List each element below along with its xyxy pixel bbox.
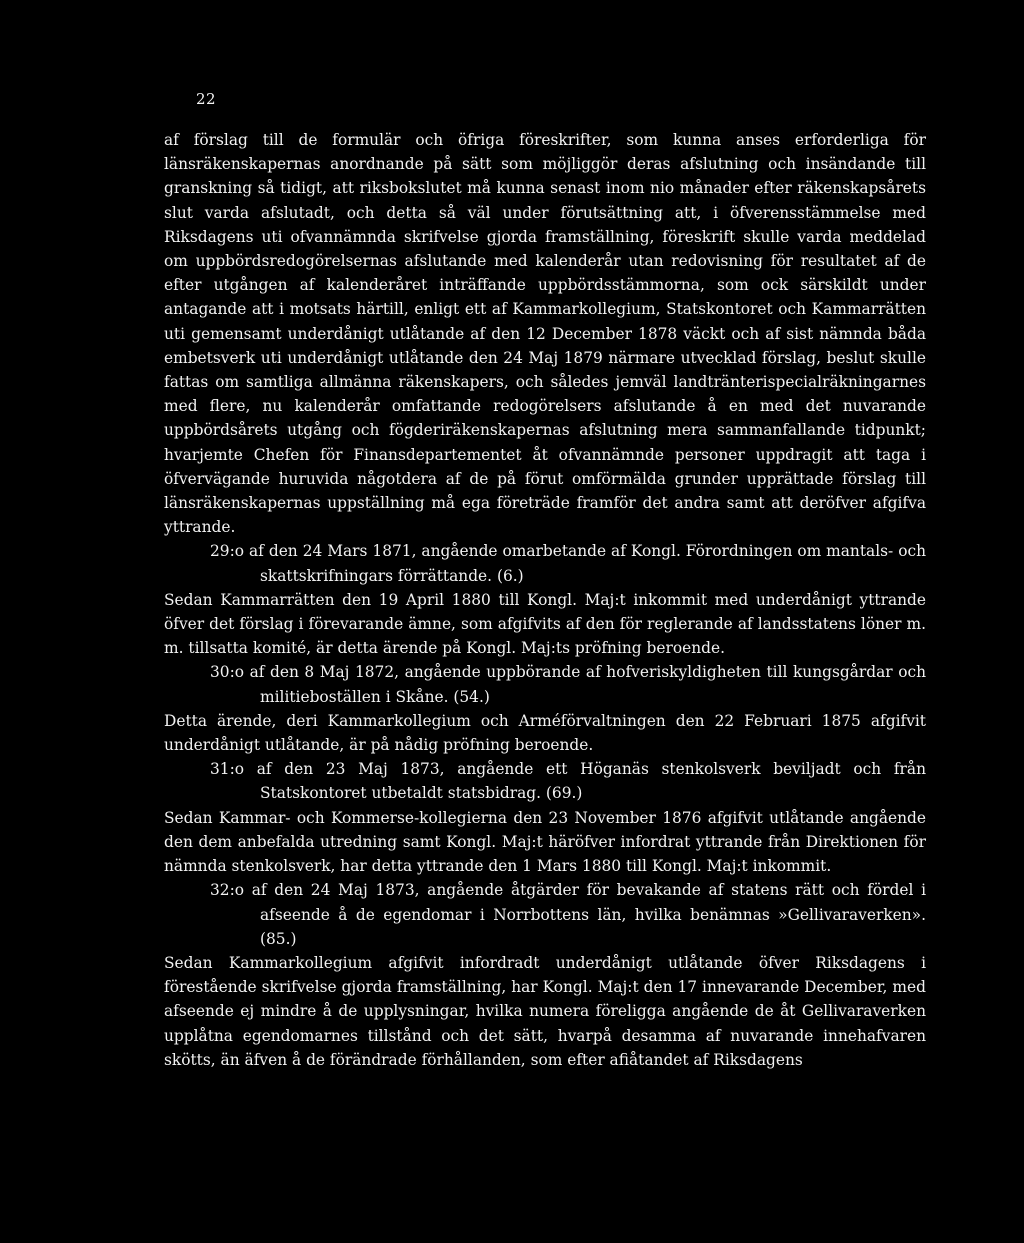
paragraph-30-status: Detta ärende, deri Kammarkollegium och Arméförvaltningen den 22 Februari 1875 afgifvit underdånigt utlåtande, är på nådig pröfning beroende. [164,711,926,755]
list-item-31: 31:o af den 23 Maj 1873, angående ett Höganäs stenkolsverk beviljadt och från Statskontoret utbetaldt statsbidrag. (69.) [210,760,926,803]
list-item-29: 29:o af den 24 Mars 1871, angående omarbetande af Kongl. Förordningen om mantals- och skattskrifningars förrättande. (6.) [210,542,926,585]
paragraph-32-status: Sedan Kammarkollegium afgifvit infordradt underdånigt utlåtande öfver Riksdagens i förestående skrifvelse gjorda framställning, har Kongl. Maj:t den 17 innevarande December, med afseende ej mindre å de upplysningar, hvilka numera föreligga angående de åt Gellivaraverken upplåtna egendomarnes tillstånd och det sätt, hvarpå desamma af nuvarande innehafvaren skötts, än äfven å de förändrade förhållanden, som efter afiåtandet af Riksdagens [164,953,926,1069]
paragraph-29-status: Sedan Kammarrätten den 19 April 1880 till Kongl. Maj:t inkommit med underdånigt yttrande öfver det förslag i förevarande ämne, som afgifvits af den för reglerande af landsstatens löner m. m. tillsatta komité, är detta ärende på Kongl. Maj:ts pröfning beroende. [164,590,926,658]
paragraph-31-status: Sedan Kammar- och Kommerse-kollegierna den 23 November 1876 afgifvit utlåtande angående den dem anbefalda utredning samt Kongl. Maj:t häröfver infordrat yttrande från Direktionen för nämnda stenkolsverk, har detta yttrande den 1 Mars 1880 till Kongl. Maj:t inkommit. [164,808,926,876]
list-item-32: 32:o af den 24 Maj 1873, angående åtgärder för bevakande af statens rätt och fördel i afseende å de egendomar i Norrbottens län, hvilka benämnas »Gellivaraverken». (85.) [210,881,926,948]
list-item-30: 30:o af den 8 Maj 1872, angående uppbörande af hofveriskyldigheten till kungsgårdar och militieboställen i Skåne. (54.) [210,663,926,706]
page-number: 22 [196,90,217,108]
document-body [164,128,926,1072]
paragraph-intro: af förslag till de formulär och öfriga föreskrifter, som kunna anses erforderliga för länsräkenskapernas anordnande på sätt som möjliggör deras afslutning och insändande till granskning så tidigt, att riksbokslutet må kunna senast inom nio månader efter räkenskapsårets slut varda afslutadt, och detta så väl under förutsättning att, i öfverensstämmelse med Riksdagens uti ofvannämnda skrifvelse gjorda framställning, föreskrift skulle varda meddelad om uppbördsredogörelsernas afslutande med kalenderår utan redovisning för resultatet af de efter utgången af kalenderåret inträffande uppbördsstämmorna, som ock särskildt under antagande att i motsats härtill, enligt ett af Kammarkollegium, Statskontoret och Kammarrätten uti gemensamt underdånigt utlåtande af den 12 December 1878 väckt och af sist nämnda båda embetsverk uti underdånigt utlåtande den 24 Maj 1879 närmare utvecklad förslag, beslut skulle fattas om samtliga allmänna räkenskapers, och således jemväl landtränterispecialräkningarnes med flere, nu kalenderår omfattande redogörelsers afslutande å en med det nuvarande uppbördsårets utgång och fögderiräkenskapernas afslutning mera sammanfallande tidpunkt; hvarjemte Chefen för Finansdepartementet åt ofvannämnde personer uppdragit att taga i öfvervägande huruvida någotdera af de på förut omförmälda grunder upprättade förslag till länsräkenskapernas uppställning må ega företräde framför det andra samt att deröfver afgifva yttrande. [164,131,926,537]
